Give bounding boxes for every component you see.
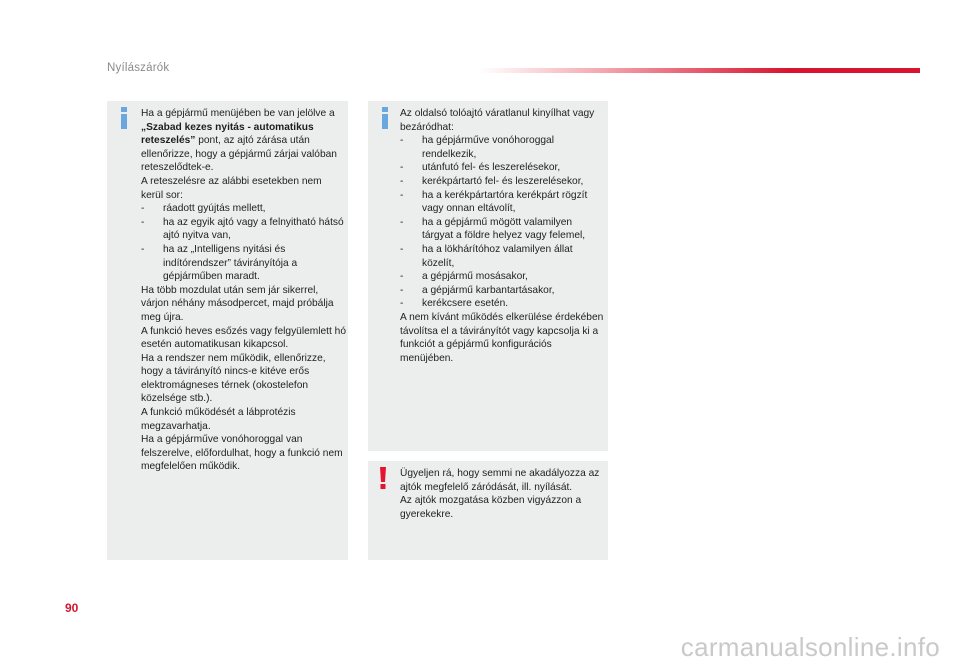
list-item: - kerékcsere esetén. (400, 298, 509, 310)
list-item-text: ha az „Intelligens nyitási és indítórendszer” távirányítója a gépjárműben maradt. (163, 243, 298, 283)
list-item: - ha a lökhárítóhoz valamilyen állat közelít, (400, 243, 573, 269)
warning-para-2: Az ajtók mozgatása közben vigyázzon a gyerekekre. (400, 495, 582, 520)
left-para-4: A funkció heves esőzés vagy felgyülemlett hó esetén automatikusan kikapcsol. (141, 325, 346, 351)
list-item-text: ha a kerékpártartóra kerékpárt rögzít vagy onnan eltávolít, (422, 189, 588, 215)
list-item: - kerékpártartó fel- és leszerelésekor, (400, 175, 584, 187)
warning-para-1: Ügyeljen rá, hogy semmi ne akadályozza az ajtók megfelelő záródását, ill. nyílását. (400, 468, 600, 493)
info-box-right-text (400, 107, 606, 365)
list-item-text: utánfutó fel- és leszerelésekor, (422, 162, 561, 174)
list-item-text: kerékcsere esetén. (422, 298, 509, 310)
list-item: - ha a gépjármű mögött valamilyen tárgyat a földre helyez vagy felemel, (400, 216, 586, 242)
info-icon (380, 107, 390, 129)
left-intro (141, 107, 346, 175)
info-icon (119, 107, 129, 129)
left-para-5: Ha a rendszer nem működik, ellenőrizze, hogy a távirányító nincs-e kitéve erős elektromágneses térnek (okostelefon közelsége stb.). (141, 352, 326, 405)
left-list (141, 202, 346, 284)
list-item-text: a gépjármű mosásakor, (422, 271, 528, 283)
list-item: - a gépjármű karbantartásakor, (400, 284, 555, 296)
left-intro-part1: Ha a gépjármű menüjében be van jelölve a (141, 108, 335, 119)
list-item-text: a gépjármű karbantartásakor, (422, 284, 555, 296)
list-item: - ha az egyik ajtó vagy a felnyitható hátsó ajtó nyitva van, (141, 216, 344, 242)
right-outro: A nem kívánt működés elkerülése érdekében távolítsa el a távirányítót vagy kapcsolja ki a funkciót a gépjármű konfigurációs menüjében. (400, 311, 604, 364)
warning-box-text (400, 467, 606, 521)
list-item-text: ha az egyik ajtó vagy a felnyitható hátsó ajtó nyitva van, (163, 216, 344, 242)
left-para-3: Ha több mozdulat után sem jár sikerrel, várjon néhány másodpercet, majd próbálja meg újra. (141, 284, 334, 323)
list-item-text: kerékpártartó fel- és leszerelésekor, (422, 175, 584, 187)
left-para-7: Ha a gépjárműve vonóhoroggal van felszerelve, előfordulhat, hogy a funkció nem megfelelően működik. (141, 434, 343, 473)
list-item: - utánfutó fel- és leszerelésekor, (400, 162, 561, 174)
left-para-6: A funkció működését a lábprotézis megzavarhatja. (141, 407, 296, 432)
left-para-2: A reteszelésre az alábbi esetekben nem kerül sor: (141, 175, 322, 201)
watermark: carmanualsonline.info (680, 632, 940, 662)
right-intro: Az oldalsó tolóajtó váratlanul kinyílhat vagy bezáródhat: (400, 108, 595, 133)
list-item: - a gépjármű mosásakor, (400, 271, 528, 283)
list-item: - ha az „Intelligens nyitási és indítórendszer” távirányítója a gépjárműben maradt. (141, 243, 298, 283)
left-intro-part2: pont, az ajtó zárása után ellenőrizze, hogy a gépjármű zárjai valóban reteszelődtek-e. (141, 135, 337, 174)
page-number: 90 (65, 601, 79, 615)
list-item: - ha a kerékpártartóra kerékpárt rögzít vagy onnan eltávolít, (400, 189, 588, 215)
left-intro-bold: „Szabad kezes nyitás - automatikus reteszelés” (141, 121, 314, 147)
list-item-text: ha a gépjármű mögött valamilyen tárgyat a földre helyez vagy felemel, (422, 216, 586, 242)
list-item: - ráadott gyújtás mellett, (141, 203, 266, 215)
list-item-text: ha gépjárműve vonóhoroggal rendelkezik, (422, 135, 554, 160)
info-box-left-text (141, 107, 346, 474)
list-item-text: ráadott gyújtás mellett, (163, 203, 266, 215)
warning-icon (378, 467, 388, 489)
warning-box (368, 461, 608, 560)
info-box-right (368, 101, 608, 451)
info-box-left (107, 101, 348, 560)
list-item-text: ha a lökhárítóhoz valamilyen állat közelít, (422, 243, 573, 269)
list-item: - ha gépjárműve vonóhoroggal rendelkezik, (400, 135, 554, 160)
section-title: Nyílászárók (107, 62, 170, 74)
header-accent-line (480, 68, 920, 73)
right-list (400, 134, 606, 311)
